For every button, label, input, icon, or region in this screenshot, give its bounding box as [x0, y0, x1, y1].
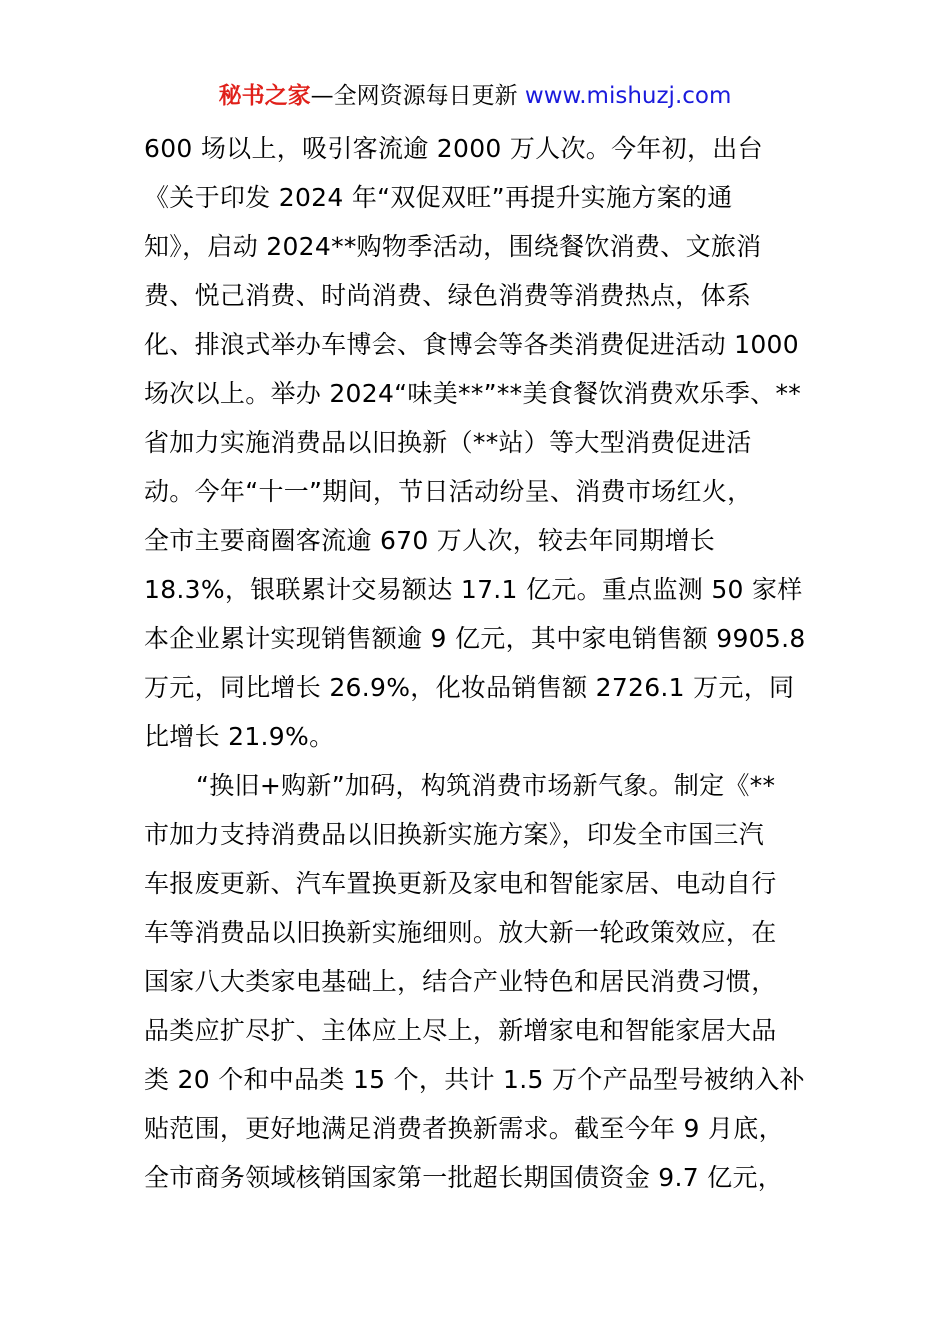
text-line: 化、排浪式举办车博会、食博会等各类消费促进活动 1000 [144, 330, 799, 359]
text-line: 省加力实施消费品以旧换新（**站）等大型消费促进活 [144, 428, 752, 457]
text-line: 全市商务领域核销国家第一批超长期国债资金 9.7 亿元， [144, 1163, 784, 1192]
text-line: 品类应扩尽扩、主体应上尽上，新增家电和智能家居大品 [144, 1016, 777, 1045]
site-tagline: —全网资源每日更新 [310, 83, 525, 109]
text-line: 费、悦己消费、时尚消费、绿色消费等消费热点，体系 [144, 281, 752, 310]
text-line: 车报废更新、汽车置换更新及家电和智能家居、电动自行 [144, 869, 777, 898]
site-header [0, 80, 950, 112]
text-line: 600 场以上，吸引客流逾 2000 万人次。今年初，出台 [144, 134, 763, 163]
text-line: 场次以上。举办 2024“味美**”**美食餐饮消费欢乐季、** [144, 379, 802, 408]
text-line: 全市主要商圈客流逾 670 万人次，较去年同期增长 [144, 526, 716, 555]
text-line: 《关于印发 2024 年“双促双旺”再提升实施方案的通 [144, 183, 733, 212]
site-brand: 秘书之家 [218, 83, 311, 109]
paragraph-heading-line: “换旧+购新”加码，构筑消费市场新气象。制定《** [196, 771, 776, 800]
text-line: 类 20 个和中品类 15 个，共计 1.5 万个产品型号被纳入补 [144, 1065, 805, 1094]
text-line: 知》，启动 2024**购物季活动，围绕餐饮消费、文旅消 [144, 232, 762, 261]
site-url-link[interactable]: www.mishuzj.com [524, 83, 732, 109]
text-line: 比增长 21.9%。 [144, 722, 335, 751]
text-line: 万元，同比增长 26.9%，化妆品销售额 2726.1 万元，同 [144, 673, 795, 702]
document-body [144, 124, 814, 1202]
text-line: 国家八大类家电基础上，结合产业特色和居民消费习惯， [144, 967, 777, 996]
text-line: 车等消费品以旧换新实施细则。放大新一轮政策效应，在 [144, 918, 777, 947]
text-line: 本企业累计实现销售额逾 9 亿元，其中家电销售额 9905.8 [144, 624, 806, 653]
text-line: 市加力支持消费品以旧换新实施方案》，印发全市国三汽 [144, 820, 765, 849]
text-line: 贴范围，更好地满足消费者换新需求。截至今年 9 月底， [144, 1114, 784, 1143]
text-line: 18.3%，银联累计交易额达 17.1 亿元。重点监测 50 家样 [144, 575, 803, 604]
text-line: 动。今年“十一”期间，节日活动纷呈、消费市场红火， [144, 477, 753, 506]
